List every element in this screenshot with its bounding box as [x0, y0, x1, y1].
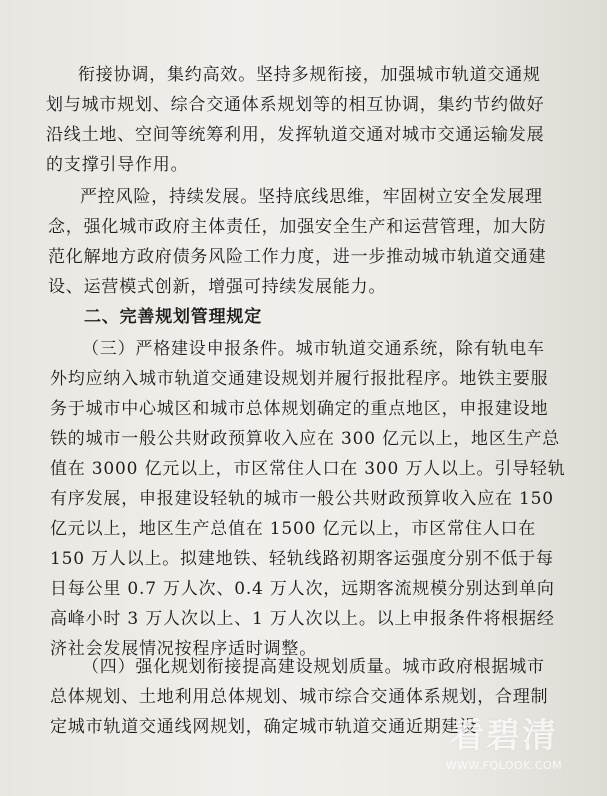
text-line: 范化解地方政府债务风险工作力度，进一步推动城市轨道交通建: [48, 247, 547, 267]
text-line: 衔接协调，集约高效。坚持多规衔接，加强城市轨道交通规: [78, 65, 541, 85]
watermark-logo: 看碧清: [450, 716, 558, 756]
text-line: 严控风险，持续发展。坚持底线思维，牢固树立安全发展理: [80, 187, 543, 207]
text-line: 有序发展，申报建设轻轨的城市一般公共财政预算收入应在 150: [50, 489, 554, 509]
text-line: 铁的城市一般公共财政预算收入应在 300 亿元以上，地区生产总: [50, 429, 561, 449]
text-line: （三）严格建设申报条件。城市轨道交通系统，除有轨电车: [82, 339, 545, 359]
text-line: 值在 3000 亿元以上，市区常住人口在 300 万人以上。引导轻轨: [50, 459, 566, 479]
paragraph-application-conditions: [50, 334, 566, 664]
text-line: 的支撑引导作用。: [46, 155, 189, 175]
text-line: 定城市轨道交通线网规划，确定城市轨道交通近期建设: [50, 717, 478, 737]
text-line: 150 万人以上。拟建地铁、轻轨线路初期客运强度分别不低于每: [50, 549, 554, 569]
text-line: 沿线土地、空间等统筹利用，发挥轨道交通对城市交通运输发展: [46, 125, 545, 145]
section-heading-text: 二、完善规划管理规定: [84, 307, 262, 327]
text-line: 亿元以上，地区生产总值在 1500 亿元以上，市区常住人口在: [50, 519, 537, 539]
paragraph-coordination: [46, 60, 545, 180]
text-line: （四）强化规划衔接提高建设规划质量。城市政府根据城市: [82, 657, 545, 677]
text-line: 设、运营模式创新，增强可持续发展能力。: [48, 277, 387, 297]
watermark-url: WWW.FQLOOK.COM: [445, 759, 563, 772]
text-line: 务于城市中心城区和城市总体规划确定的重点地区，申报建设地: [50, 399, 549, 419]
text-line: 划与城市规划、综合交通体系规划等的相互协调，集约节约做好: [46, 95, 545, 115]
text-line: 日每公里 0.7 万人次、0.4 万人次，远期客流规模分别达到单向: [50, 579, 555, 599]
text-line: 高峰小时 3 万人次以上、1 万人次以上。以上申报条件将根据经: [50, 609, 555, 629]
watermark: [419, 708, 589, 778]
text-line: 济社会发展情况按程序适时调整。: [50, 639, 317, 659]
section-heading: [84, 302, 262, 332]
text-line: 念，强化城市政府主体责任，加强安全生产和运营管理，加大防: [48, 217, 547, 237]
text-line: 外均应纳入城市轨道交通建设规划并履行报批程序。地铁主要服: [50, 369, 549, 389]
paragraph-risk-control: [48, 182, 547, 302]
text-line: 总体规划、土地利用总体规划、城市综合交通体系规划，合理制: [50, 687, 549, 707]
